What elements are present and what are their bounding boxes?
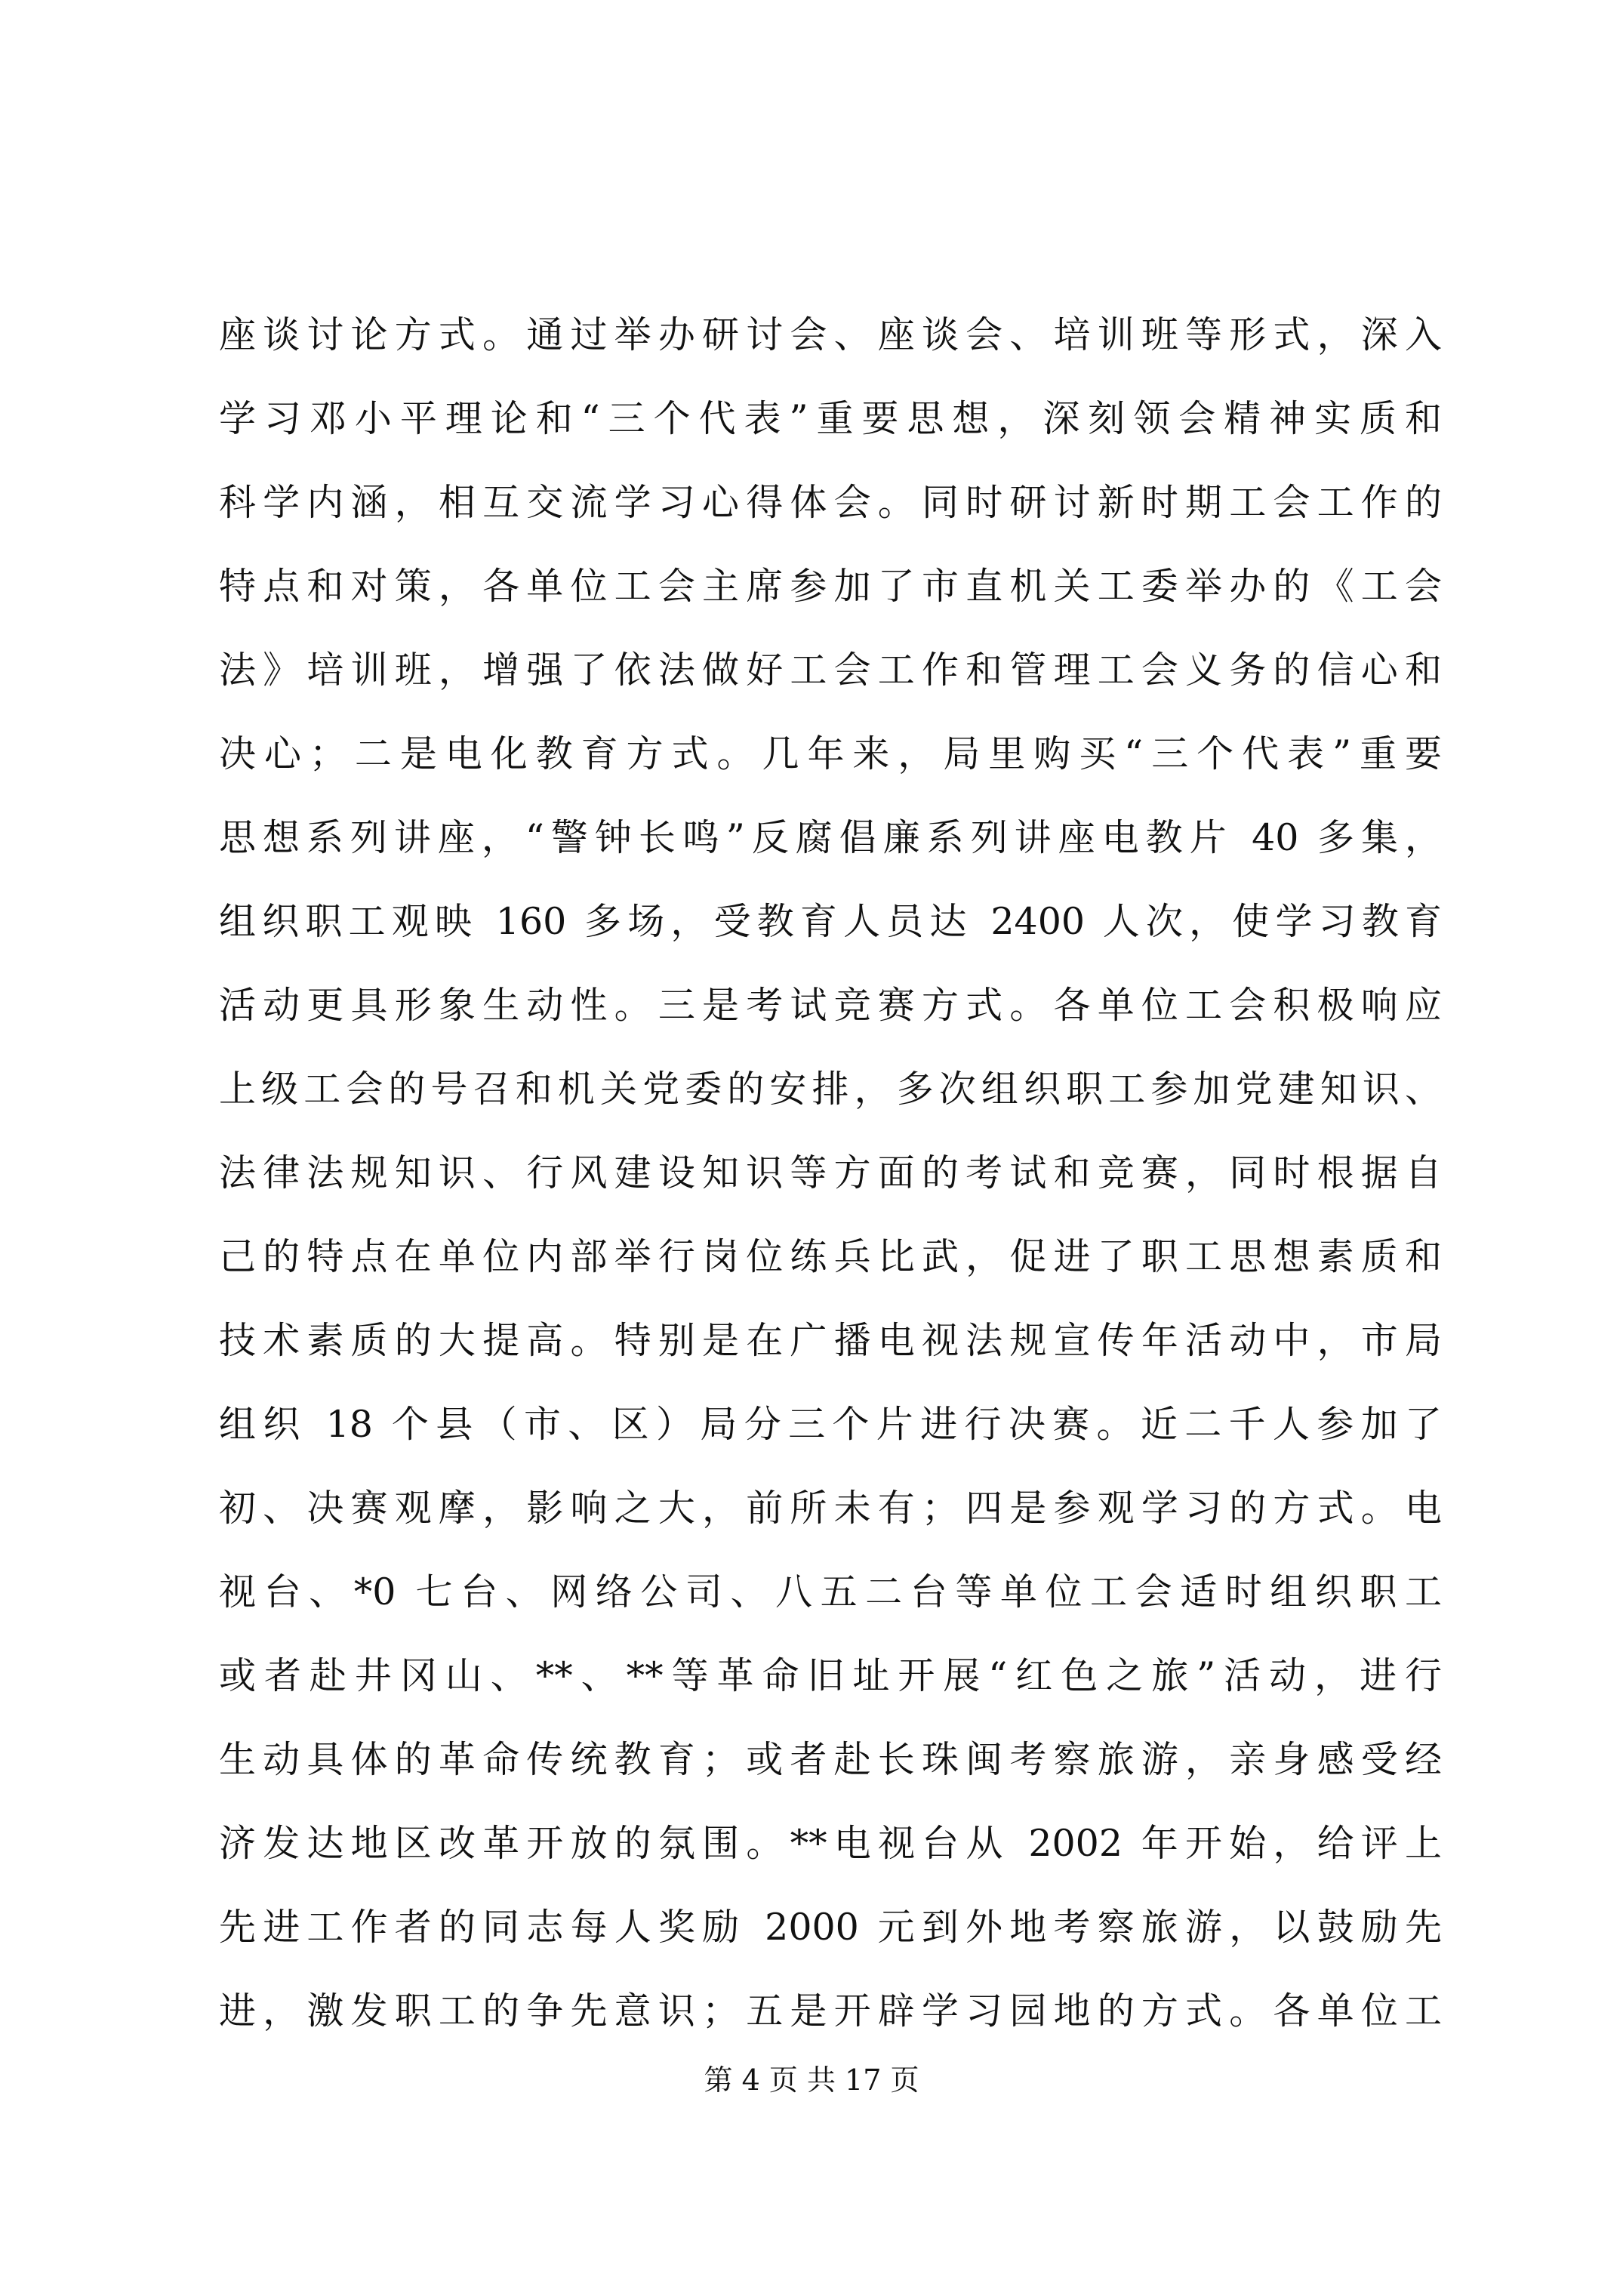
text-line: 组织职工观映 160 多场，受教育人员达 2400 人次，使学习教育 [219, 900, 1442, 943]
text-line: 进，激发职工的争先意识；五是开辟学习园地的方式。各单位工 [219, 1989, 1442, 2032]
text-line: 生动具体的革命传统教育；或者赴长珠闽考察旅游，亲身感受经 [219, 1738, 1442, 1781]
text-line: 思想系列讲座，“警钟长鸣”反腐倡廉系列讲座电教片 40 多集， [219, 816, 1442, 859]
text-line: 视台、*0 七台、网络公司、八五二台等单位工会适时组织职工 [219, 1570, 1442, 1613]
text-line: 先进工作者的同志每人奖励 2000 元到外地考察旅游，以鼓励先 [219, 1906, 1442, 1949]
text-line: 法律法规知识、行风建设知识等方面的考试和竞赛，同时根据自 [219, 1151, 1442, 1194]
text-line: 己的特点在单位内部举行岗位练兵比武，促进了职工思想素质和 [219, 1235, 1442, 1278]
text-line: 科学内涵，相互交流学习心得体会。同时研讨新时期工会工作的 [219, 481, 1442, 524]
text-line: 座谈讨论方式。通过举办研讨会、座谈会、培训班等形式，深入 [219, 313, 1442, 356]
text-line: 初、决赛观摩，影响之大，前所未有；四是参观学习的方式。电 [219, 1487, 1442, 1530]
text-line: 济发达地区改革开放的氛围。**电视台从 2002 年开始，给评上 [219, 1822, 1442, 1865]
text-line: 活动更具形象生动性。三是考试竞赛方式。各单位工会积极响应 [219, 984, 1442, 1027]
body-text [219, 293, 1442, 2053]
text-line: 组织 18 个县（市、区）局分三个片进行决赛。近二千人参加了 [219, 1403, 1442, 1446]
text-line: 特点和对策，各单位工会主席参加了市直机关工委举办的《工会 [219, 565, 1442, 608]
text-line: 技术素质的大提高。特别是在广播电视法规宣传年活动中，市局 [219, 1319, 1442, 1362]
text-line: 学习邓小平理论和“三个代表”重要思想，深刻领会精神实质和 [219, 397, 1442, 440]
page-footer: 第 4 页 共 17 页 [704, 2063, 919, 2097]
text-line: 上级工会的号召和机关党委的安排，多次组织职工参加党建知识、 [219, 1068, 1442, 1111]
text-line: 决心；二是电化教育方式。几年来，局里购买“三个代表”重要 [219, 732, 1442, 775]
text-line: 法》培训班，增强了依法做好工会工作和管理工会义务的信心和 [219, 649, 1442, 692]
text-line: 或者赴井冈山、**、**等革命旧址开展“红色之旅”活动，进行 [219, 1654, 1442, 1697]
